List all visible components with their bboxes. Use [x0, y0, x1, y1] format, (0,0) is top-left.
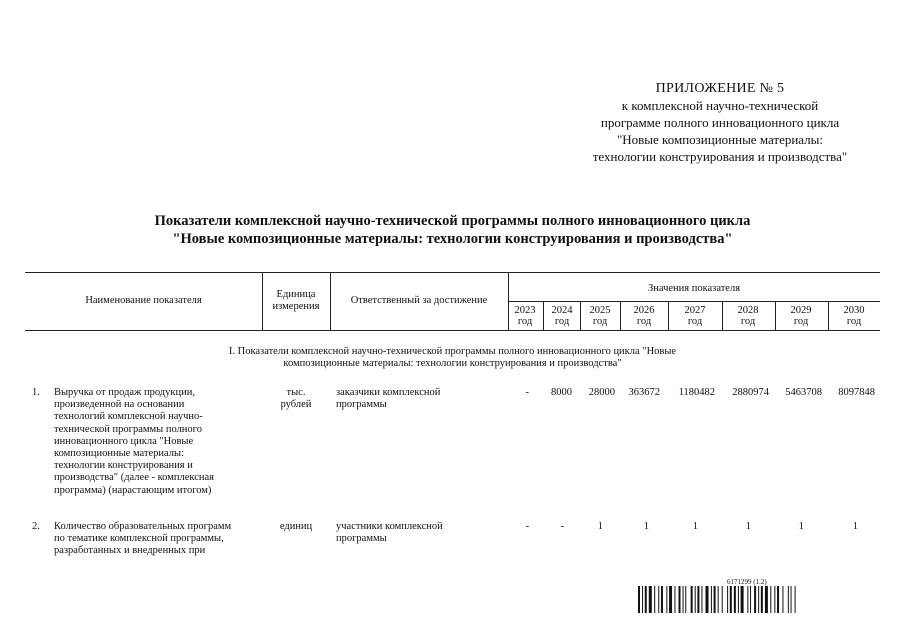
row-value: 363672 [628, 387, 660, 398]
year-number: 2024 [551, 305, 573, 316]
barcode-bar [691, 586, 693, 613]
row-value: 8097848 [838, 387, 875, 398]
row-responsible-line: заказчики комплексной [336, 387, 441, 398]
row-value: - [525, 387, 529, 398]
appendix-line: к комплексной научно-технической [621, 98, 819, 113]
year-header [782, 305, 820, 327]
row-responsible-line: участники комплексной [336, 521, 443, 532]
year-header [676, 305, 714, 327]
barcode-bar [727, 586, 728, 613]
year-header [581, 305, 619, 327]
barcode-bar [765, 586, 768, 613]
barcode-bar [782, 586, 783, 613]
barcode-bar [761, 586, 763, 613]
row-value: 5463708 [785, 387, 822, 398]
barcode-bar [638, 586, 640, 613]
row-unit [268, 387, 324, 411]
row-name-line: Количество образовательных программ [54, 521, 232, 532]
row-unit-line: единиц [279, 521, 313, 532]
barcode-bar [750, 586, 751, 613]
year-number: 2025 [589, 305, 611, 316]
col-divider [722, 301, 723, 330]
barcode-bar [695, 586, 696, 613]
year-number: 2026 [633, 305, 655, 316]
section-line: I. Показатели комплексной научно-технической программы полного инновационного цикла "Новые [228, 346, 677, 357]
year-number: 2023 [514, 305, 536, 316]
barcode-bar [654, 586, 655, 613]
section-line: композиционные материалы: технологии конструирования и производства" [283, 358, 622, 369]
barcode-bar [791, 586, 792, 613]
row-value: - [525, 521, 529, 532]
row-name [54, 521, 264, 558]
barcode-bar [770, 586, 771, 613]
row-name [54, 387, 264, 497]
barcode-bar [642, 586, 643, 613]
row-responsible [336, 387, 504, 411]
year-label: год [592, 316, 608, 327]
row-unit-line: рублей [280, 399, 312, 411]
barcode-bar [714, 586, 716, 613]
row-responsible-line: программы [336, 533, 387, 545]
title-line: "Новые композиционные материалы: технологии конструирования и производства" [172, 231, 733, 247]
row-value: 8000 [551, 387, 572, 398]
col-divider [775, 301, 776, 330]
barcode-bar [777, 586, 779, 613]
barcode-bar [645, 586, 647, 613]
year-header [506, 305, 544, 327]
col-divider [620, 301, 621, 330]
row-number: 1. [32, 387, 40, 398]
barcode-bar [669, 586, 672, 613]
year-number: 2028 [737, 305, 759, 316]
header-unit-line: измерения [272, 301, 320, 312]
row-name-line: производства" (далее - комплексная [54, 472, 214, 484]
row-responsible-line: программы [336, 399, 387, 411]
row-value: 1 [745, 521, 751, 532]
row-value: 28000 [588, 387, 615, 398]
barcode-bar [674, 586, 675, 613]
barcode-bar [758, 586, 759, 613]
year-number: 2029 [790, 305, 812, 316]
year-label: год [636, 316, 652, 327]
col-divider [828, 301, 829, 330]
barcode-bar [711, 586, 712, 613]
barcode-bar [747, 586, 748, 613]
row-name-line: по тематике комплексной программы, [54, 533, 224, 545]
barcode-bar [706, 586, 709, 613]
barcode-bar [683, 586, 684, 613]
barcode-bar [730, 586, 732, 613]
barcode-bar [774, 586, 775, 613]
row-unit-line: тыс. [286, 387, 306, 398]
barcode-bar [734, 586, 736, 613]
year-label: год [687, 316, 703, 327]
row-number: 2. [32, 521, 40, 532]
year-label: год [517, 316, 533, 327]
header-unit-line: Единица [276, 289, 316, 300]
year-header [835, 305, 873, 327]
barcode-bar [661, 586, 663, 613]
years-header-border [508, 301, 880, 302]
row-value: 1 [597, 521, 603, 532]
document-title [60, 212, 845, 248]
header-name: Наименование показателя [85, 295, 202, 306]
row-responsible [336, 521, 504, 545]
barcode-bar [697, 586, 699, 613]
row-name-line: инновационного цикла "Новые [54, 435, 194, 447]
barcode-bar [685, 586, 686, 613]
appendix-line: "Новые композиционные материалы: [616, 132, 824, 147]
barcode-bar [754, 586, 756, 613]
barcode-bar [738, 586, 739, 613]
year-header [729, 305, 767, 327]
year-label: год [793, 316, 809, 327]
row-name-line: композиционные материалы: [54, 448, 185, 460]
row-value: 1 [643, 521, 649, 532]
row-value: 2880974 [732, 387, 769, 398]
barcode-bar [658, 586, 659, 613]
row-name-line: произведенной на основании [54, 399, 185, 411]
barcode-bar [741, 586, 744, 613]
barcode-bar [701, 586, 702, 613]
year-number: 2027 [684, 305, 706, 316]
year-label: год [846, 316, 862, 327]
row-unit [268, 521, 324, 533]
barcode-bar [795, 586, 796, 613]
header-responsible: Ответственный за достижение [350, 295, 488, 306]
header-values: Значения показателя [647, 283, 741, 294]
header-unit [262, 289, 330, 313]
barcode-code: 6171299 (1.2) [727, 578, 767, 586]
year-label: год [554, 316, 570, 327]
year-header [625, 305, 663, 327]
barcode-bar [722, 586, 723, 613]
appendix-block [540, 80, 900, 165]
table-header-bottom-border [25, 330, 880, 331]
year-number: 2030 [843, 305, 865, 316]
row-value: 1 [852, 521, 858, 532]
row-name-line: разработанных и внедренных при [54, 545, 206, 557]
section-heading [130, 346, 775, 370]
barcode-bar [788, 586, 789, 613]
barcode-bar [649, 586, 652, 613]
col-divider [668, 301, 669, 330]
row-name-line: технической программы полного [54, 423, 202, 435]
title-line: Показатели комплексной научно-технической программы полного инновационного цикла [154, 213, 751, 229]
barcode-bar [666, 586, 667, 613]
appendix-line: технологии конструирования и производства" [592, 149, 848, 164]
row-value: - [560, 521, 564, 532]
table-top-border [25, 272, 880, 273]
row-value: 1180482 [678, 387, 715, 398]
row-name-line: технологий комплексной научно- [54, 411, 203, 423]
barcode-bar [679, 586, 681, 613]
barcode-bar [718, 586, 719, 613]
row-name-line: Выручка от продаж продукции, [54, 387, 195, 398]
barcode [638, 586, 860, 613]
appendix-number: ПРИЛОЖЕНИЕ № 5 [655, 81, 785, 96]
row-name-line: технологии конструирования и [54, 460, 193, 472]
row-value: 1 [798, 521, 804, 532]
year-header [543, 305, 581, 327]
year-label: год [740, 316, 756, 327]
appendix-line: программе полного инновационного цикла [600, 115, 840, 130]
row-value: 1 [692, 521, 698, 532]
row-name-line: программа) (нарастающим итогом) [54, 484, 212, 496]
